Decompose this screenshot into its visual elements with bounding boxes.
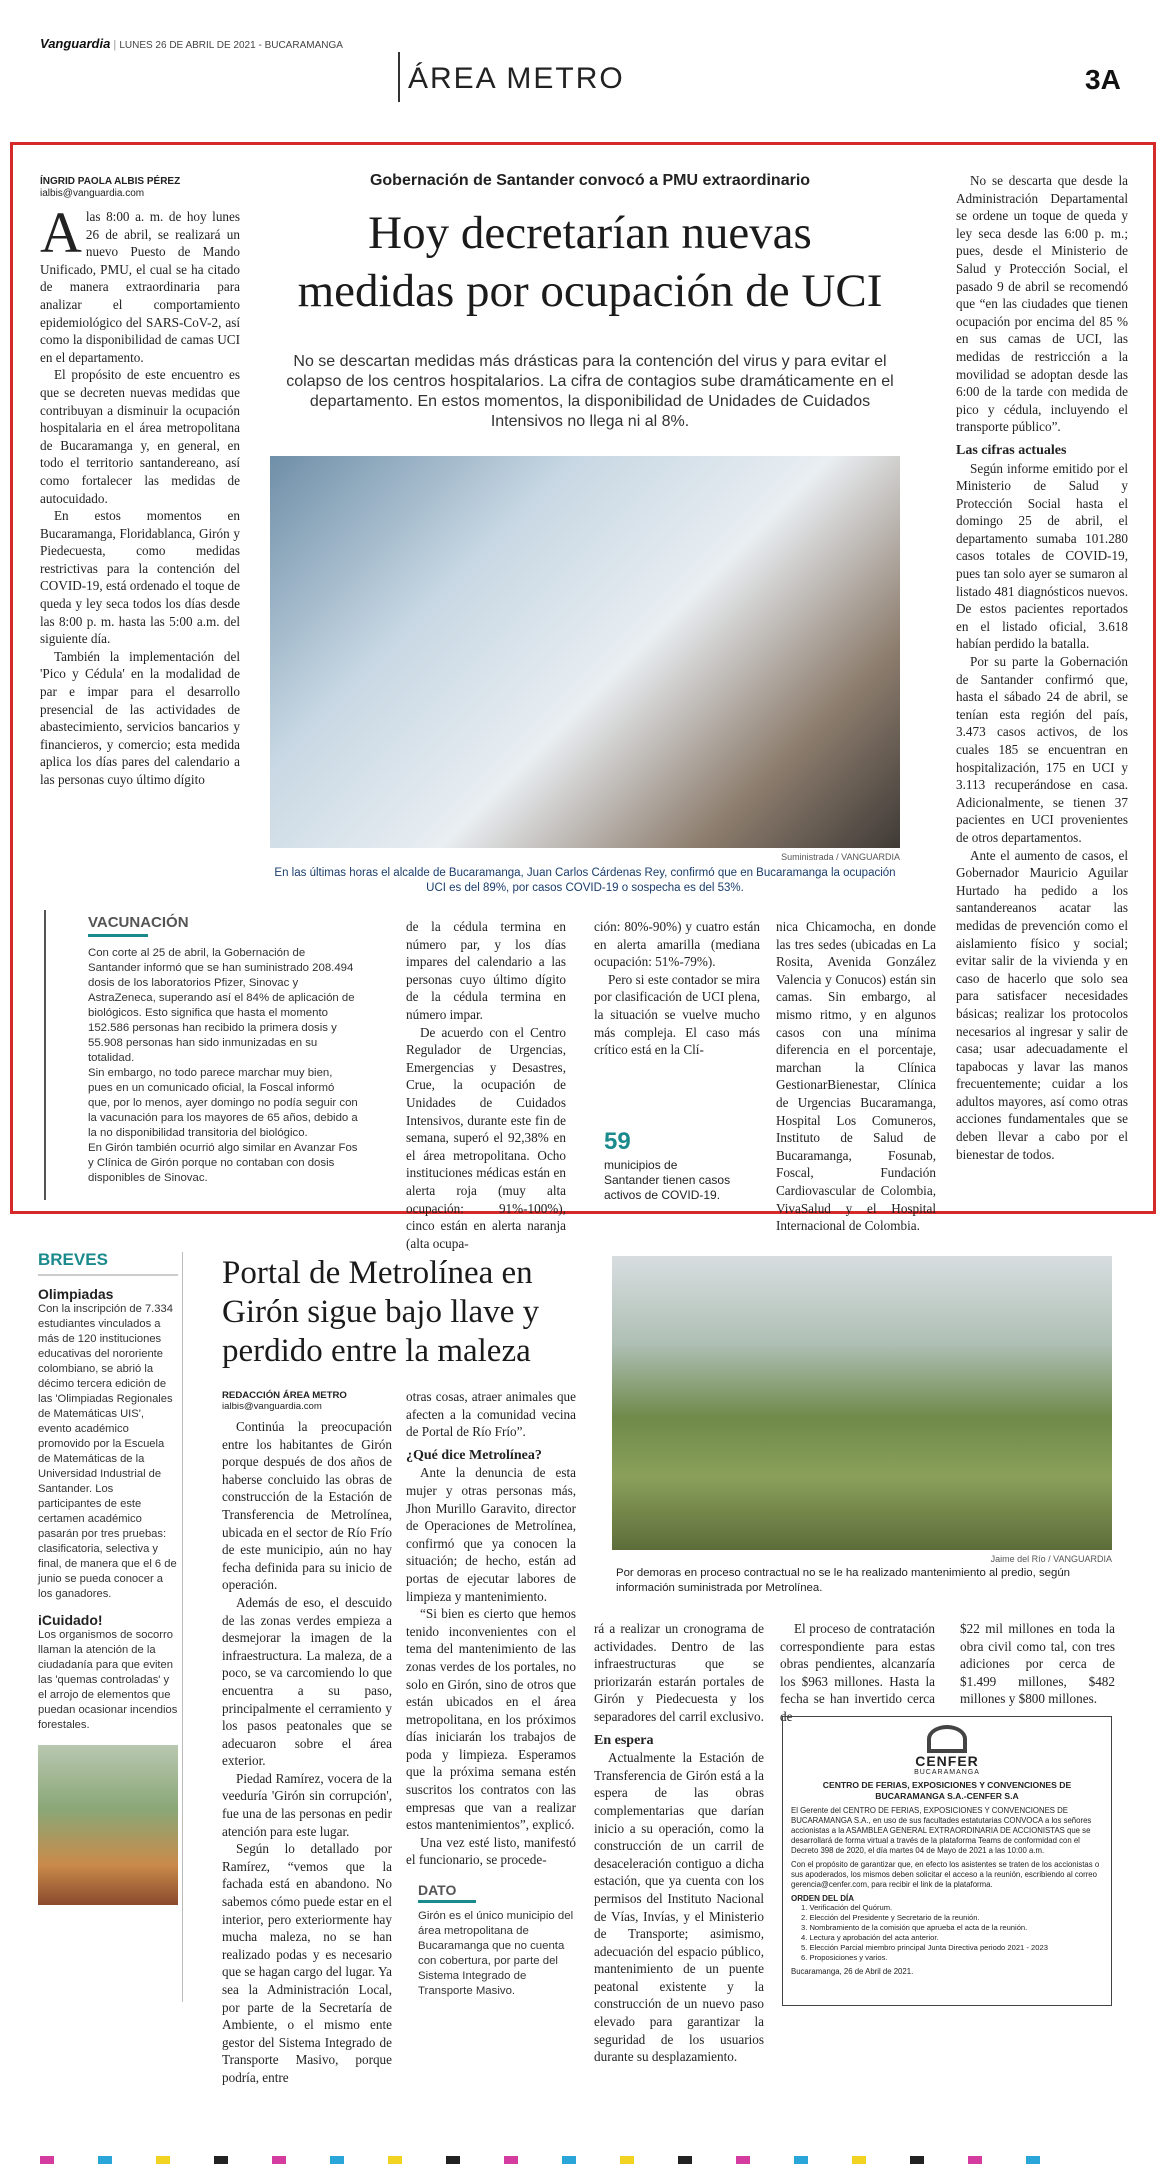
dato-box: [418, 1882, 578, 1997]
portal-photo: [612, 1256, 1112, 1550]
dato-text: Girón es el único municipio del área metropolitana de Bucaramanga que no cuenta con cobertura, por parte del Sistema Integrado de Transporte Masivo.: [418, 1910, 574, 1997]
breves-rule: [38, 1274, 178, 1276]
photo-caption: En las últimas horas el alcalde de Bucaramanga, Juan Carlos Cárdenas Rey, confirmó que en Bucaramanga la ocupación UCI es del 89%, por casos COVID-19 o sospecha es del 53%.: [274, 867, 896, 894]
dato-title: DATO: [418, 1882, 457, 1898]
metrolinea-byline: REDACCIÓN ÁREA METRO ialbis@vanguardia.com: [222, 1390, 347, 1412]
kicker: Gobernación de Santander convocó a PMU extraordinario: [369, 172, 811, 189]
vacunacion-box: [44, 910, 362, 1200]
cenfer-logo-text: CENFER: [915, 1753, 979, 1769]
main-column-1: A las 8:00 a. m. de hoy lunes 26 de abril, se realizará un nuevo Puesto de Mando Unificado, PMU, el cual se ha citado de manera extraordinaria para analizar el comportamiento epidemiológico del SARS-CoV-2, así como la disponibilidad de camas UCI en el departamento. El propósito de este encuentro es que se decreten nuevas medidas que contribuyan a disminuir la ocupación hospitalaria en el área metropolitana de Bucaramanga y, en general, en todo el territorio santandereano, así como fortalecer las medidas de autocuidado. En estos momentos en Bucaramanga, Floridablanca, Girón y Piedecuesta, como medidas restrictivas para la contención del COVID-19, está ordenado el toque de queda y ley seca todos los días desde las 8:00 p. m. hasta las 5:00 a.m. del siguiente día. También la implementación del 'Pico y Cédula' en la modalidad de par e impar para el desarrollo presencial de las actividades de abastecimiento, servicios bancarios y financieros, y comercio; esta medida aplica los días pares del calendario a las personas cuyo último dígito: [40, 200, 240, 787]
main-column-2: de la cédula termina en número par, y los días impares del calendario a las personas cuyo último dígito de la cédula termina en número impar. De acuerdo con el Centro Regulador de Urgencias, Emergencias y Desastres, Crue, la ocupación de Unidades de Cuidados Intensivos, durante este fin de semana, superó el 92,38% en el área metropolitana. Ocho instituciones médicas están en alerta roja (muy alta ocupación: 91%-100%), cinco están en alerta naranja (alta ocupa-: [406, 919, 566, 1251]
breve-olimpiadas-title: Olimpiadas: [38, 1286, 114, 1302]
metrolinea-column-3: rá a realizar un cronograma de actividades. Dentro de las infraestructuras que se priorizarán estarán portales de Girón y Piedecuesta y los separadores del carril exclusivo. En espera Actualmente la Estación de Transferencia de Girón está a la espera de las obras complementarias que darían inicio a su operación, como la construcción de un carril de desaceleración contiguo a dicha estación, que ya cuenta con los permisos del Instituto Nacional de Vías, Invías, y el Ministerio de Transporte; asimismo, adecuación del espacio público, mantenimiento de un puente peatonal existente y la construcción de un nuevo paso elevado para garantizar la seguridad de los usuarios durante su desplazamiento.: [594, 1621, 764, 2065]
stat-text: municipios de Santander tienen casos activos de COVID-19.: [604, 1158, 731, 1202]
fire-photo: [38, 1745, 178, 1905]
metrolinea-headline: Portal de Metrolínea en Girón sigue bajo llave y perdido entre la maleza: [222, 1255, 540, 1369]
que-dice-heading: ¿Qué dice Metrolínea?: [406, 1447, 542, 1463]
metrolinea-column-5: $22 mil millones en toda la obra civil como tal, con tres adiciones por cerca de $1.499 millones, $482 millones y $800 millones.: [960, 1621, 1115, 1707]
print-color-bar: [40, 2156, 1130, 2164]
en-espera-heading: En espera: [594, 1732, 654, 1748]
header-divider: [398, 52, 400, 102]
notice-p1: El Gerente del CENTRO DE FERIAS, EXPOSICIONES Y CONVENCIONES DE BUCARAMANGA S.A., en uso de sus facultades estatutarias CONVOCA a los señores accionistas a la ASAMBLEA GENERAL EXTRAORDINARIA DE ACCIONISTAS que se desarrollará de forma virtual a través de la plataforma Teams de conformidad con el Decreto 398 de 2020, el día martes 04 de Mayo de 2021 a las 10:00 a.m.: [791, 1806, 1092, 1855]
orden-title: ORDEN DEL DÍA: [791, 1894, 854, 1903]
summary: No se descartan medidas más drásticas para la contención del virus y para evitar el colapso de los centros hospitalarios. La cifra de contagios sube dramáticamente en el departamento. En estos momentos, la disponibilidad de Unidades de Cuidados Intensivos no llega ni al 8%.: [286, 353, 894, 430]
cenfer-logo: [791, 1725, 1103, 1776]
page-number: 3A: [1085, 64, 1121, 95]
vacunacion-title: VACUNACIÓN: [88, 914, 189, 931]
metrolinea-column-2: otras cosas, atraer animales que afecten a la comunidad vecina de Portal de Río Frío”. ¿Qué dice Metrolínea? Ante la denuncia de esta mujer y otras personas más, Jhon Murillo Garavito, director de Operaciones de Metrolínea, confirmó que ya conocen la situación; de hecho, están ad portas de ejecutar labores de limpieza y mantenimiento. “Si bien es cierto que hemos tenido inconvenientes con el tema del mantenimiento de las zonas verdes de los portales, no solo en Girón, sino de otros que están ubicados en el área metropolitana, en los próximos días iniciarán los trabajos de poda y limpieza. Esperamos que la próxima semana estén suscritos los contratos con las empresas que van a realizar estos mantenimientos”, explicó. Una vez esté listo, manifestó el funcionario, se procede-: [406, 1389, 576, 1868]
stat-number: 59: [604, 1128, 631, 1155]
cenfer-logo-sub: BUCARAMANGA: [914, 1769, 980, 1776]
section-title: ÁREA METRO: [408, 62, 625, 95]
icu-photo: [270, 456, 900, 848]
byline-name: ÍNGRID PAOLA ALBIS PÉREZ: [40, 176, 181, 187]
breve-cuidado-title: iCuidado!: [38, 1612, 103, 1628]
brand-logo: Vanguardia: [40, 36, 111, 51]
portal-photo-credit: Jaime del Río / VANGUARDIA: [990, 1554, 1112, 1564]
vacunacion-rule: [88, 934, 148, 937]
metrolinea-column-1: Continúa la preocupación entre los habitantes de Girón porque después de dos años de haberse concluido las obras de construcción de la Estación de Transferencia de Metrolínea, ubicada en el sector de Río Frío de este municipio, aún no hay fecha definida para su inicio de operación. Además de eso, el descuido de las zonas verdes empieza a desmejorar la imagen de la infraestructura. La maleza, de a poco, se va carcomiendo lo que encuentra a su paso, principalmente el cerramiento y los pasos peatonales que se adecuaron sobre el área exterior. Piedad Ramírez, vocera de la veeduría 'Girón sin corrupción', fue una de las personas en pedir atención para este lugar. Según lo detallado por Ramírez, “vemos que la fachada está en abandono. No sabemos cómo puede estar en el interior, pero exteriormente hay mucha maleza, no se han realizado podas y es necesario que se hagan cargo del lugar. Ya sea la Administración Local, por parte de la Secretaría de Ambiente, o el mismo ente gestor del Sistema Integrado de Transporte Masivo, porque podría, entre: [222, 1419, 392, 2085]
main-column-3: ción: 80%-90%) y cuatro están en alerta amarilla (mediana ocupación: 51%-79%). Pero si este contador se mira por clasificación de UCI plena, la situación se vuelve mucho más compleja. El caso más crítico está en la Clí-: [594, 919, 760, 1058]
cifras-heading: Las cifras actuales: [956, 442, 1067, 458]
cenfer-logo-mark: [927, 1725, 967, 1753]
drop-cap: A: [40, 200, 82, 265]
headline: Hoy decretarían nuevas medidas por ocupación de UCI: [297, 207, 883, 317]
photo-credit: Suministrada / VANGUARDIA: [781, 852, 900, 862]
dato-rule: [418, 1900, 476, 1903]
vacunacion-text: Con corte al 25 de abril, la Gobernación de Santander informó que se han suministrado 208.494 dosis de los laboratorios Pfizer, Sinovac y AstraZeneca, superando así el 84% de aplicación de biológicos. Esto significa que hasta el momento 152.586 personas han recibido la primera dosis y 55.908 personas han sido inmunizadas en su totalidad. Sin embargo, no todo parece marchar muy bien, pues en un comunicado oficial, la Foscal informó que, por lo menos, ayer domingo no podía seguir con la vacunación para los mayores de 65 años, debido a la no disponibilidad transitoria del biológico. En Girón también ocurrió algo similar en Avanzar Fos y Clínica de Girón porque no contaban con dosis disponibles de Sinovac.: [88, 947, 358, 1184]
orden-list: 1. Verificación del Quórum. 2. Elección del Presidente y Secretario de la reunión. 3. Nombramiento de la comisión que aprueba el acta de la reunión. 4. Lectura y aprobación del acta anterior. 5. Elección Parcial miembro principal Junta Directiva periodo 2021 - 2023 6. Proposiciones y varios.: [801, 1903, 1048, 1962]
notice-p2: Con el propósito de garantizar que, en efecto los asistentes se traten de los accionistas o sus apoderados, los mismos deben solicitar el acceso a la reunión, escribiendo al correo gerencia@cenfer.com, para recibir el link de la plataforma.: [791, 1860, 1100, 1889]
dateline: LUNES 26 DE ABRIL DE 2021 - BUCARAMANGA: [119, 40, 343, 51]
cenfer-notice: [782, 1716, 1112, 2006]
byline: [40, 176, 240, 200]
breve-cuidado-text: Los organismos de socorro llaman la atención de la ciudadanía para que eviten las 'quemas controladas' y el arrojo de elementos que puedan ocasionar incendios forestales.: [38, 1629, 178, 1731]
byline-email: ialbis@vanguardia.com: [40, 188, 145, 199]
notice-date: Bucaramanga, 26 de Abril de 2021.: [791, 1967, 914, 1976]
notice-title: CENTRO DE FERIAS, EXPOSICIONES Y CONVENCIONES DE BUCARAMANGA S.A.-CENFER S.A: [822, 1780, 1072, 1801]
main-column-right: No se descarta que desde la Administración Departamental se ordene un toque de queda y ley seca desde las 6:00 p. m.; pues, desde el Ministerio de Salud y Protección Social, el pasado 9 de abril se recomendó que “en las ciudades que tienen ocupación por encima del 85 % en sus camas de UCI, las medidas de restricción a la movilidad se adoptan desde las 6:00 de la tarde con medida de pico y cédula, incluyendo el transporte público”. Las cifras actuales Según informe emitido por el Ministerio de Salud y Protección Social hasta el domingo 25 de abril, el departamento sumaba 101.280 casos totales de COVID-19, pues tan solo ayer se sumaron al listado 481 diagnósticos nuevos. De estos pacientes reportados en el listado oficial, 3.618 habían perdido la batalla. Por su parte la Gobernación de Santander confirmó que, hasta el sábado 24 de abril, se tenían esta región del país, 3.473 casos activos, de los cuales 185 se encuentran en hospitalización, 175 en UCI y 3.113 recuperándose en casa. Adicionalmente, se tienen 37 pacientes en UCI provenientes de otros departamentos. Ante el aumento de casos, el Gobernador Mauricio Aguilar Hurtado ha pedido a los santandereanos acatar las medidas de prevención como el aislamiento físico y social; evitar salir de la vivienda y en caso de hacerlo que solo sea para satisfacer necesidades básicas; realizar los protocolos necesarios al ingresar y salir de casa; usar adecuadamente el tapabocas y lavar las manos frecuentemente; cuidar a los adultos mayores, así como otras acciones fundamentales que se deben llevar a cabo por el bienestar de todos.: [956, 173, 1128, 1162]
breve-olimpiadas-text: Con la inscripción de 7.334 estudiantes vinculados a más de 120 instituciones educativas del nororiente colombiano, se abrió la décimo tercera edición de las 'Olimpiadas Regionales de Matemáticas UIS', evento académico promovido por la Escuela de Matemáticas de la Universidad Industrial de Santander. Los participantes de este certamen académico pasarán por tres pruebas: clasificatoria, selectiva y final, de manera que el 6 de junio se pueda conocer a los ganadores.: [38, 1303, 177, 1600]
vacunacion-bracket: [44, 910, 50, 1200]
main-column-4: nica Chicamocha, en donde las tres sedes (ubicadas en La Rosita, Avenida González Valencia y Conucos) están sin camas. Sin embargo, al mismo ritmo, y en algunos casos con una mínima diferencia en el porcentaje, marchan la Clínica GestionarBienestar, Clínica de Urgencias Bucaramanga, Hospital Los Comuneros, Instituto de Salud de Bucaramanga, Fosunab, Foscal, Fundación Cardiovascular de Colombia, VivaSalud y el Hospital Internacional de Colombia.: [776, 919, 936, 1234]
breves-divider: [182, 1252, 183, 2002]
masthead: Vanguardia | LUNES 26 DE ABRIL DE 2021 - BUCARAMANGA: [40, 36, 343, 51]
portal-photo-caption: Por demoras en proceso contractual no se le ha realizado mantenimiento al predio, según información suministrada por Metrolínea.: [616, 1567, 1070, 1594]
breves-title: BREVES: [38, 1250, 108, 1269]
metrolinea-column-4: El proceso de contratación correspondiente para estas obras pendientes, alcanzaría los $963 millones. Hasta la fecha se han invertido cerca de: [780, 1621, 935, 1724]
breves-sidebar: [38, 1250, 178, 2000]
